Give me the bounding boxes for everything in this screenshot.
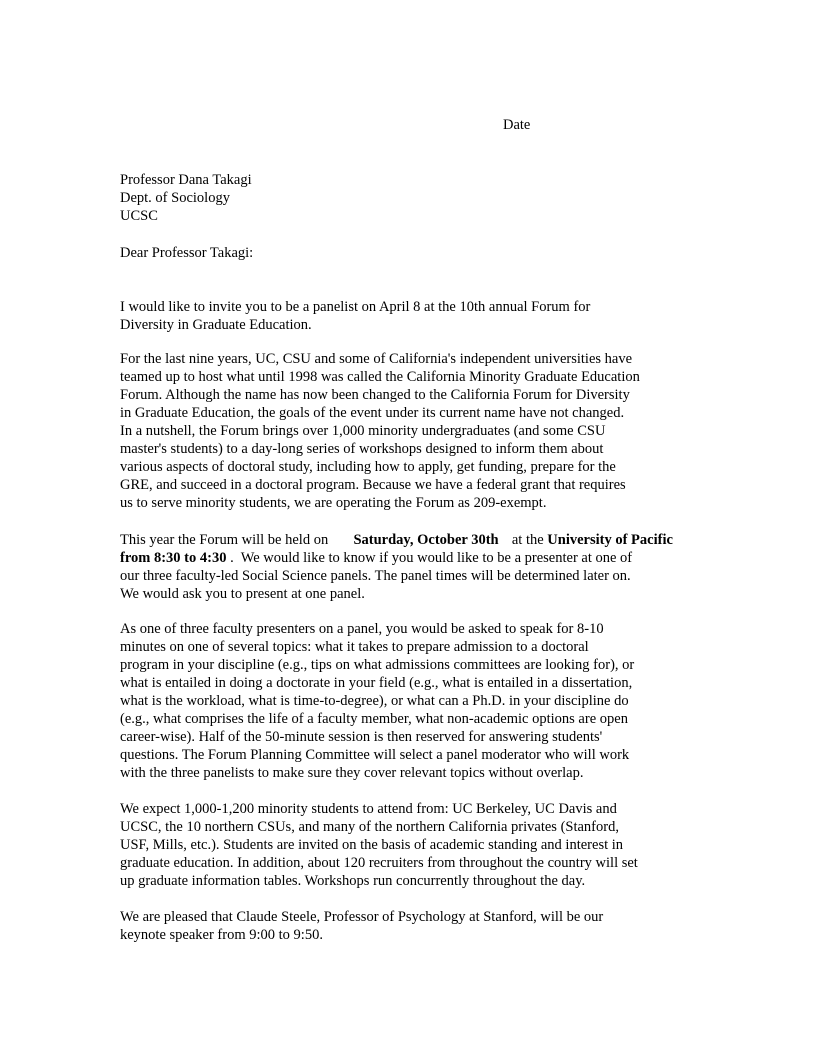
salutation: Dear Professor Takagi:: [120, 245, 254, 261]
paragraph-attendance: [120, 800, 695, 890]
text-line: USF, Mills, etc.). Students are invited on the basis of academic standing and interest in: [120, 837, 624, 853]
event-time: from 8:30 to 4:30: [120, 550, 227, 566]
paragraph-panel-topics: [120, 620, 695, 782]
text-line: with the three panelists to make sure they cover relevant topics without overlap.: [120, 765, 584, 781]
text-line: various aspects of doctoral study, including how to apply, get funding, prepare for the: [120, 459, 616, 475]
event-location: University of Pacific: [547, 532, 673, 548]
text-line: teamed up to host what until 1998 was called the California Minority Graduate Education: [120, 369, 640, 385]
text-line: As one of three faculty presenters on a panel, you would be asked to speak for 8-10: [120, 621, 604, 637]
text-line: For the last nine years, UC, CSU and some of California's independent universities have: [120, 351, 633, 367]
text-line: what is entailed in doing a doctorate in your field (e.g., what is entailed in a dissertation,: [120, 675, 633, 691]
text-line: We expect 1,000-1,200 minority students to attend from: UC Berkeley, UC Davis and: [120, 801, 617, 817]
text-line: keynote speaker from 9:00 to 9:50.: [120, 927, 323, 943]
event-request-text: . We would like to know if you would like to be a presenter at one of: [226, 550, 633, 566]
text-line: Forum. Although the name has now been changed to the California Forum for Diversity: [120, 387, 630, 403]
event-at-text: at the: [511, 532, 544, 548]
text-line: [120, 531, 695, 549]
text-line: career-wise). Half of the 50-minute session is then reserved for answering students': [120, 729, 603, 745]
recipient-address: [120, 171, 252, 225]
text-line: master's students) to a day-long series of workshops designed to inform them about: [120, 441, 604, 457]
text-line: program in your discipline (e.g., tips on what admissions committees are looking for), or: [120, 657, 635, 673]
text-line: We would ask you to present at one panel.: [120, 586, 365, 602]
date-line: Date: [503, 117, 531, 133]
text-line: I would like to invite you to be a panelist on April 8 at the 10th annual Forum for: [120, 299, 591, 315]
text-line: UCSC, the 10 northern CSUs, and many of the northern California privates (Stanford,: [120, 819, 619, 835]
paragraph-invitation: [120, 298, 695, 334]
text-line: up graduate information tables. Workshops run concurrently throughout the day.: [120, 873, 586, 889]
recipient-name: Professor Dana Takagi: [120, 172, 252, 188]
text-line: GRE, and succeed in a doctoral program. Because we have a federal grant that requires: [120, 477, 626, 493]
recipient-institution: UCSC: [120, 208, 158, 224]
text-line: (e.g., what comprises the life of a faculty member, what non-academic options are open: [120, 711, 628, 727]
recipient-dept: Dept. of Sociology: [120, 190, 230, 206]
event-date: Saturday, October 30th: [353, 532, 499, 548]
text-line: [120, 549, 695, 567]
paragraph-event-details: [120, 531, 695, 603]
paragraph-history: [120, 350, 695, 512]
text-line: in Graduate Education, the goals of the event under its current name have not changed.: [120, 405, 625, 421]
text-line: Diversity in Graduate Education.: [120, 317, 312, 333]
text-line: us to serve minority students, we are operating the Forum as 209-exempt.: [120, 495, 547, 511]
event-intro-text: This year the Forum will be held on: [120, 532, 329, 548]
text-line: In a nutshell, the Forum brings over 1,000 minority undergraduates (and some CSU: [120, 423, 606, 439]
paragraph-keynote: [120, 908, 695, 944]
text-line: what is the workload, what is time-to-degree), or what can a Ph.D. in your discipline do: [120, 693, 629, 709]
text-line: minutes on one of several topics: what it takes to prepare admission to a doctoral: [120, 639, 589, 655]
text-line: questions. The Forum Planning Committee will select a panel moderator who will work: [120, 747, 630, 763]
text-line: graduate education. In addition, about 120 recruiters from throughout the country will set: [120, 855, 638, 871]
text-line: We are pleased that Claude Steele, Professor of Psychology at Stanford, will be our: [120, 909, 604, 925]
text-line: our three faculty-led Social Science panels. The panel times will be determined later on.: [120, 568, 631, 584]
